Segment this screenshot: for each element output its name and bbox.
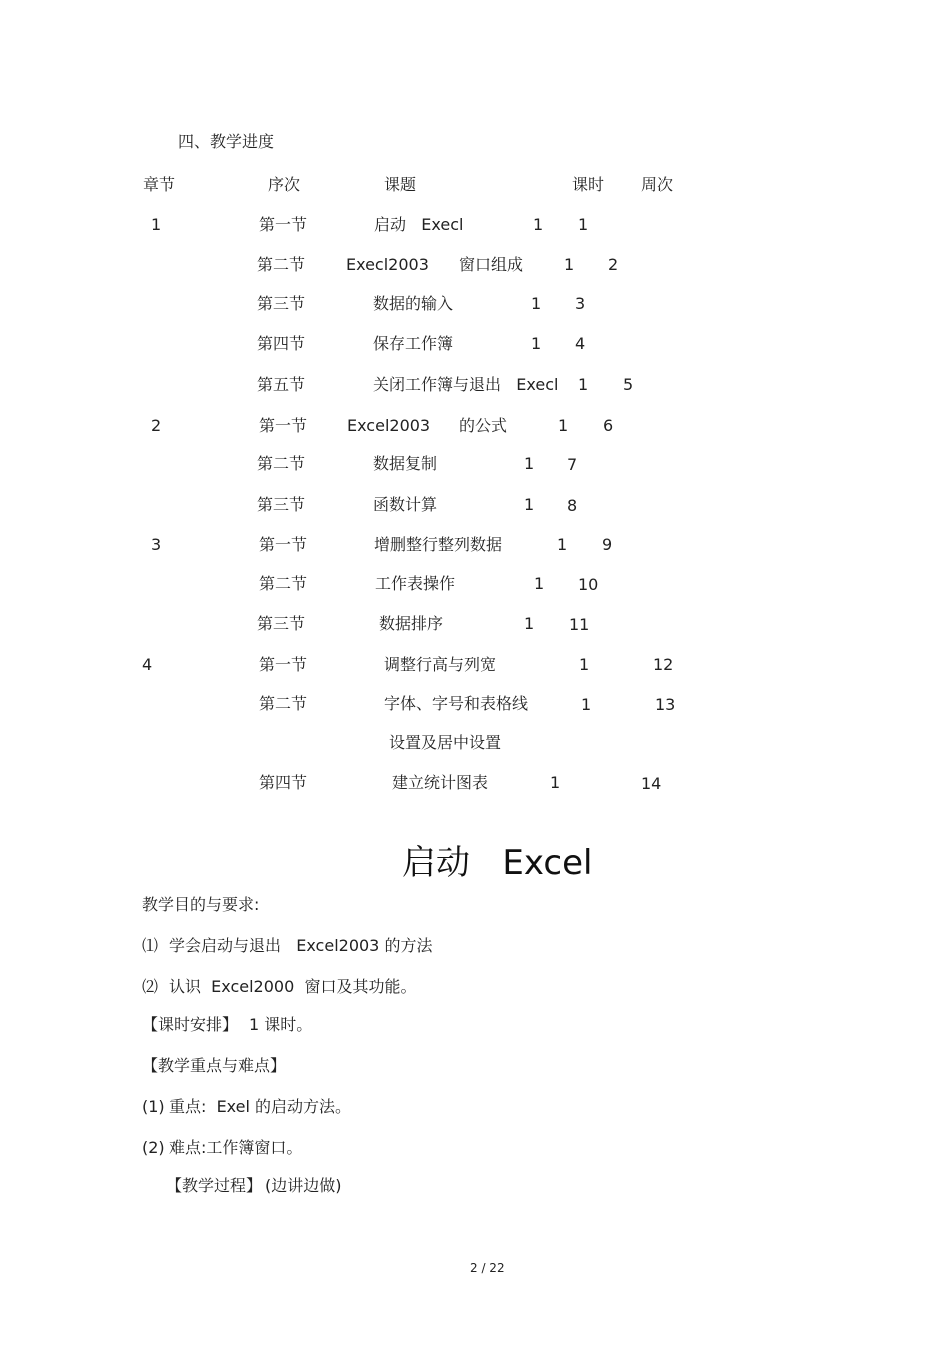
row-week: 1: [578, 215, 589, 234]
header-hours: 课时: [572, 175, 605, 194]
row-topic: 工作表操作: [375, 574, 456, 593]
row-sequence: 第一节: [259, 215, 308, 234]
row-hours: 1: [550, 773, 561, 792]
row-topic: Excel2003: [347, 416, 431, 435]
row-sequence: 第三节: [257, 495, 306, 514]
row-chapter: 3: [151, 535, 162, 554]
row-week: 10: [578, 575, 599, 594]
row-hours: 1: [581, 695, 592, 714]
row-sequence: 第四节: [259, 773, 308, 792]
lesson-title: 启动 Excel: [402, 843, 593, 883]
row-week: 4: [575, 334, 586, 353]
row-week: 6: [603, 416, 614, 435]
row-topic: 启动 Execl: [374, 215, 464, 234]
header-sequence: 序次: [268, 175, 301, 194]
row-topic: 函数计算: [373, 495, 438, 514]
process-label: 【教学过程】: [166, 1176, 263, 1195]
row-topic: 关闭工作簿与退出 Execl: [373, 375, 559, 394]
row-week: 12: [653, 655, 674, 674]
row-chapter: 1: [151, 215, 162, 234]
row-hours: 1: [558, 416, 569, 435]
row-hours: 1: [578, 375, 589, 394]
row-topic: Execl2003: [346, 255, 429, 274]
row-hours: 1: [533, 215, 544, 234]
header-topic: 课题: [384, 175, 417, 194]
header-chapter: 章节: [143, 175, 176, 194]
row-week: 7: [567, 455, 578, 474]
process-note: (边讲边做): [265, 1176, 342, 1195]
row-sequence: 第一节: [259, 535, 308, 554]
row-hours: 1: [524, 454, 535, 473]
row-sequence: 第二节: [257, 255, 306, 274]
row-topic-suffix: 的公式: [459, 416, 508, 435]
row-sequence: 第一节: [259, 655, 308, 674]
keypoint-text: 重点: Exel 的启动方法。: [169, 1097, 352, 1116]
row-sequence: 第二节: [257, 454, 306, 473]
row-sequence: 第一节: [259, 416, 308, 435]
row-topic: 设置及居中设置: [389, 733, 502, 752]
row-topic-suffix: 窗口组成: [459, 255, 524, 274]
row-hours: 1: [531, 294, 542, 313]
row-sequence: 第二节: [259, 694, 308, 713]
row-topic: 数据复制: [373, 454, 438, 473]
objective-number: ⑴: [142, 936, 159, 955]
row-chapter: 4: [142, 655, 153, 674]
row-hours: 1: [524, 495, 535, 514]
row-topic: 保存工作簿: [373, 334, 454, 353]
row-week: 14: [641, 774, 662, 793]
keypoints-label: 【教学重点与难点】: [142, 1056, 287, 1075]
header-week: 周次: [641, 175, 674, 194]
keypoint-number: (1): [142, 1097, 165, 1116]
keypoint-text: 难点:工作簿窗口。: [169, 1138, 303, 1157]
row-topic: 建立统计图表: [392, 773, 489, 792]
row-hours: 1: [557, 535, 568, 554]
keypoint-number: (2): [142, 1138, 165, 1157]
row-week: 8: [567, 496, 578, 515]
row-sequence: 第五节: [257, 375, 306, 394]
row-hours: 1: [531, 334, 542, 353]
schedule-label: 【课时安排】: [142, 1015, 239, 1034]
objective-number: ⑵: [142, 977, 159, 996]
row-topic: 数据的输入: [373, 294, 454, 313]
row-hours: 1: [579, 655, 590, 674]
section-heading: 四、教学进度: [178, 132, 275, 151]
row-week: 5: [623, 375, 634, 394]
row-hours: 1: [534, 574, 545, 593]
row-week: 13: [655, 695, 676, 714]
row-topic: 增删整行整列数据: [374, 535, 503, 554]
objectives-label: 教学目的与要求:: [142, 895, 260, 914]
row-week: 3: [575, 294, 586, 313]
row-sequence: 第三节: [257, 614, 306, 633]
row-sequence: 第二节: [259, 574, 308, 593]
row-topic: 调整行高与列宽: [384, 655, 497, 674]
row-hours: 1: [524, 614, 535, 633]
page-number: 2 / 22: [470, 1261, 505, 1275]
row-week: 11: [569, 615, 590, 634]
row-chapter: 2: [151, 416, 162, 435]
row-week: 2: [608, 255, 619, 274]
row-topic: 字体、字号和表格线: [384, 694, 529, 713]
schedule-value: 1 课时。: [249, 1015, 313, 1034]
row-topic: 数据排序: [379, 614, 444, 633]
objective-text: 认识 Excel2000 窗口及其功能。: [169, 977, 417, 996]
row-sequence: 第三节: [257, 294, 306, 313]
row-week: 9: [602, 535, 613, 554]
row-hours: 1: [564, 255, 575, 274]
row-sequence: 第四节: [257, 334, 306, 353]
objective-text: 学会启动与退出 Excel2003 的方法: [169, 936, 433, 955]
